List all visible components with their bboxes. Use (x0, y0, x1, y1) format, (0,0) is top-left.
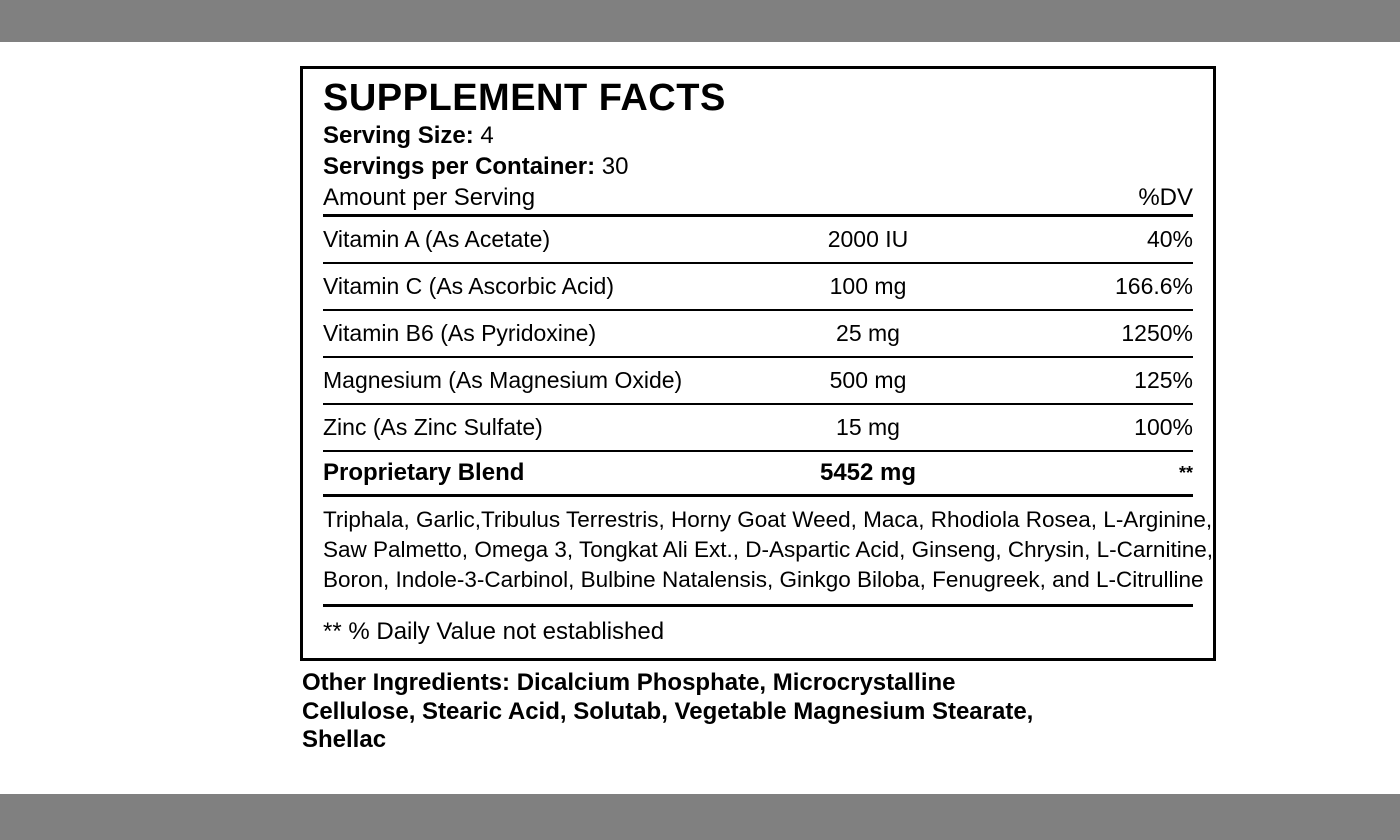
table-row (323, 358, 1193, 405)
blend-ingredient-line: Saw Palmetto, Omega 3, Tongkat Ali Ext., D-Aspartic Acid, Ginseng, Chrysin, L-Carnitine, (323, 537, 1213, 563)
nutrient-dv: 166.6% (1114, 273, 1193, 300)
blend-name: Proprietary Blend (323, 459, 525, 487)
supplement-facts-box (300, 66, 1216, 661)
serving-size-line (323, 121, 1193, 152)
top-gray-band (0, 0, 1400, 42)
nutrient-amount: 500 mg (829, 367, 907, 394)
amount-per-serving-header (323, 184, 1193, 217)
nutrient-dv: 1250% (1121, 320, 1193, 347)
other-ingredients-line: Other Ingredients: Dicalcium Phosphate, Microcrystalline (302, 669, 956, 697)
daily-value-footnote: ** % Daily Value not established (323, 618, 665, 646)
serving-size-value: 4 (480, 121, 494, 149)
other-ingredients (300, 669, 1200, 754)
nutrient-dv: 125% (1134, 367, 1193, 394)
servings-per-container-line (323, 152, 1193, 183)
panel-title: SUPPLEMENT FACTS (323, 77, 726, 119)
amount-per-serving-label: Amount per Serving (323, 184, 536, 212)
servings-per-container-label: Servings per Container: (323, 152, 596, 180)
nutrient-name: Zinc (As Zinc Sulfate) (323, 414, 543, 441)
nutrient-name: Vitamin B6 (As Pyridoxine) (323, 320, 597, 347)
other-ingredients-line: Cellulose, Stearic Acid, Solutab, Vegetable Magnesium Stearate, (302, 697, 1034, 725)
table-row (323, 311, 1193, 358)
table-row (323, 264, 1193, 311)
nutrient-amount: 25 mg (836, 320, 900, 347)
nutrient-dv: 100% (1134, 414, 1193, 441)
serving-size-label: Serving Size: (323, 121, 474, 149)
nutrient-name: Magnesium (As Magnesium Oxide) (323, 367, 683, 394)
nutrient-amount: 15 mg (836, 414, 900, 441)
blend-ingredient-line: Triphala, Garlic,Tribulus Terrestris, Horny Goat Weed, Maca, Rhodiola Rosea, L-Arginine, (323, 507, 1213, 533)
bottom-gray-band (0, 794, 1400, 840)
blend-amount: 5452 mg (819, 459, 917, 487)
nutrient-name: Vitamin C (As Ascorbic Acid) (323, 273, 615, 300)
blend-ingredient-line: Boron, Indole-3-Carbinol, Bulbine Natalensis, Ginkgo Biloba, Fenugreek, and L-Citrulline (323, 566, 1204, 592)
servings-per-container-value: 30 (601, 152, 629, 180)
proprietary-blend-row (323, 452, 1193, 497)
dv-header: %DV (1138, 184, 1193, 212)
table-row (323, 405, 1193, 452)
blend-ingredient-list (323, 497, 1213, 607)
nutrient-amount: 2000 IU (827, 226, 909, 253)
nutrient-amount: 100 mg (829, 273, 907, 300)
table-row (323, 217, 1193, 264)
nutrient-dv: 40% (1146, 226, 1193, 253)
blend-dv: ** (1178, 462, 1193, 483)
other-ingredients-line: Shellac (302, 726, 387, 754)
nutrient-name: Vitamin A (As Acetate) (323, 226, 551, 253)
supplement-facts-panel (300, 66, 1216, 754)
